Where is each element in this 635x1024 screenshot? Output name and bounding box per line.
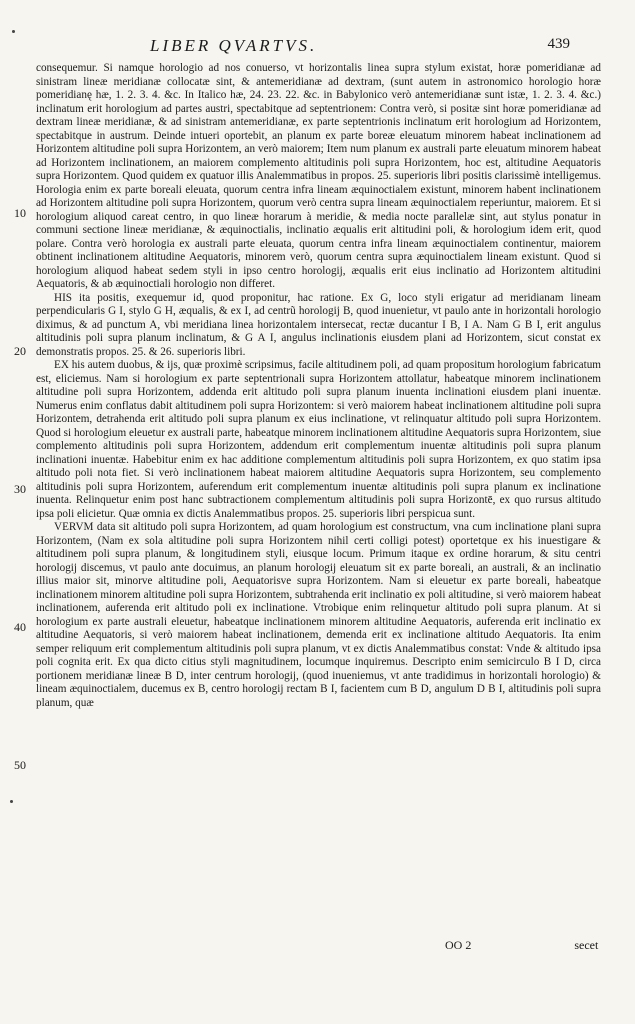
signature-mark: OO 2 bbox=[445, 938, 472, 952]
running-head bbox=[150, 36, 570, 58]
margin-line-number: 20 bbox=[14, 344, 26, 358]
body-text bbox=[36, 62, 601, 710]
paragraph: EX his autem duobus, & ijs, quæ proximè scripsimus, facile altitudinem poli, ad quam propositum horologium fabricatum est, eliciemus. Nam si horologium ex parte septentrionali supra Horizontem attollatur, habeatque minorem inclinationem altitudine poli supra Horizontem, addenda erit altitudo poli supra planum inuenta inclinationi eiusdem plani inuentæ. Numerus enim conflatus dabit altitudinem poli supra Horizontem: si verò maiorem habeat inclinationem altitudine poli supra Horizontem, detrahenda erit altitudo poli supra planum ex eius inclinatione, vt relinquatur altitudo poli supra Horizontem. Quod si horologium eleuetur ex australi parte, habeatque minorem inclinationem altitudine Aequatoris supra Horizontem, siue complemento altitudinis poli supra Horizontem, addendum erit complementum inuentæ altitudinis poli supra planum inclinationi inuentæ. Habebitur enim ex hac additione complementum altitudinis poli supra Horizontem, ex quo statim ipsa altitudo poli nota fiet. Si verò inclinationem habeat maiorem altitudine Aequatoris supra Horizontem, seu complemento altitudinis poli supra Horizontem, auferendum erit complementum inuentæ altitudinis poli supra planum ex inclinatione inuenta. Relinquetur enim post hanc subtractionem complementum altitudinis poli supra Horizontē, ex quo rursus altitudo ipsa poli elicietur. Quæ omnia ex dictis Analemmatibus propos. 25. superioris libri perspicua sunt. bbox=[36, 359, 601, 520]
paragraph: HIS ita positis, exequemur id, quod proponitur, hac ratione. Ex G, loco styli erigatur ad meridianam lineam perpendicularis G I, stylo G H, æqualis, & ex I, ad centrũ horologij B, quod inuenietur, vt paulo ante in horizontali horologio diximus, & ad punctum A, vbi meridiana linea horizontalem intersecat, rectæ ducantur I B, I A. Nam G B I, erit angulus altitudinis poli supra planum inclinatum, & G A I, angulus inclinationis eiusdem plani ad Horizontem, sicut constat ex demonstratis propos. 25. & 26. superioris libri. bbox=[36, 291, 601, 358]
paragraph: consequemur. Si namque horologio ad nos conuerso, vt horizontalis linea supra stylum existat, horæ pomeridianæ ad sinistram lineæ meridianæ collocatæ sint, & antemeridianæ ad dextram, (sunt autem in astronomico horologio horæ pomeridianę hæ, 1. 2. 3. 4. &c. In Italico hæ, 24. 23. 22. &c. in Babylonico verò antemeridianæ sunt istæ, 1. 2. 3. 4. &c.) inclinatum erit horologium ad partes austri, spectabitque ad septentrionem: Contra verò, si positæ sint horæ pomeridianæ ad dextram lineæ meridianæ, & ad sinistram antemeridianæ, ex parte septentrionis inclinatum erit horologium ad Horizontem, spectabitque in austrum. Deinde intueri oportebit, an planum ex parte boreæ eleuatum minorem habeat inclinationem ad Horizontem altitudine poli supra Horizontem, an verò maiorem; Item num planum ex australi parte eleuatum minorem habeat ad Horizontem inclinationem, an maiorem complemento altitudinis poli supra Horizontem, hoc est, altitudine Aequatoris supra Horizontem. Quod quidem ex quatuor illis Analemmatibus in propos. 25. superioris libri positis clarissimè intelligemus. Horologia enim ex parte boreali eleuata, quorum centra infra lineam æquinoctialem existunt, minorem habent inclinationem ad Horizontem altitudine poli supra Horizontem, quorum verò centra supra lineam æquinoctialem reperiuntur, maiorem. Et si horologium aliquod careat centro, in quo lineæ horarum à meridie, & media nocte parallelæ sint, aut stylus ponatur in communi sectione lineæ meridianæ, & æquinoctialis, inclinatio æqualis erit altitudini poli, & horologium idem erit, quod polare. Contra verò horologia ex australi parte eleuata, quorum centra infra lineam æquinoctialem continentur, maiorem obtinent inclinationem altitudine Aequatoris, minorem verò, quorum centra supra æquinoctialem lineam existunt. Quod si horologium aliquod habeat sedem styli in ipso centro horologij, æqualis erit eius inclinatio ad Horizontem altitudini Aequatoris, & ab æquinoctiali horologio non differet. bbox=[36, 62, 601, 290]
running-title: LIBER QVARTVS. bbox=[150, 36, 318, 55]
ink-speck bbox=[12, 30, 15, 33]
margin-line-number: 50 bbox=[14, 758, 26, 772]
page-number: 439 bbox=[547, 36, 570, 52]
ink-speck bbox=[10, 800, 13, 803]
margin-line-number: 10 bbox=[14, 206, 26, 220]
catchwords bbox=[445, 938, 598, 953]
paragraph: VERVM data sit altitudo poli supra Horizontem, ad quam horologium est constructum, vna cum inclinatione plani supra Horizontem, (Nam ex sola altitudine poli supra Horizontem nihil certi colligi potest) oportetque ex his inuestigare & altitudinem poli supra planum, & longitudinem styli, eiusque locum. Primum itaque ex ordine horarum, & situ centri horologij discemus, vt paulo ante docuimus, an planum horologij eleuatum sit ex parte boreali, an australi, & an inclinatio illius maior sit, minorve altitudine poli, Aequatorisve supra Horizontem. Nam si eleuetur ex parte boreali, habeatque inclinationem minorem altitudine poli supra Horizontem, subtrahenda erit inclinatio ex poli altitudine, si verò maiorem habeat inclinationem, auferenda erit altitudo poli ex inclinatione. Vtrobique enim relinquetur altitudo poli supra planum. At si horologium ex parte australi eleuetur, habeatque inclinationem minorem altitudine Aequatoris, auferenda erit inclinatio ex altitudine Aequatoris, si verò maiorem habeat inclinationem, demenda erit ex inclinatione altitudo Aequatoris. Ita enim semper reliquum erit complementum altitudinis poli supra planum, vt ex dictis Analemmatibus constat: Vnde & altitudo ipsa poli cognita erit. Ex qua dicto citius styli magnitudinem, locumque inquiremus. Descripto enim semicirculo B I D, circa portionem meridianæ lineæ B D, inter centrum horologij, (quod inueniemus, vt ante tradidimus in horizontali horologio) & lineam æquinoctialem, ducemus ex B, centro horologij rectam B I, facientem cum B D, angulum D B I, altitudinis poli supra planum, quæ bbox=[36, 521, 601, 709]
margin-line-number: 30 bbox=[14, 482, 26, 496]
catchword: secet bbox=[574, 938, 599, 952]
margin-line-number: 40 bbox=[14, 620, 26, 634]
